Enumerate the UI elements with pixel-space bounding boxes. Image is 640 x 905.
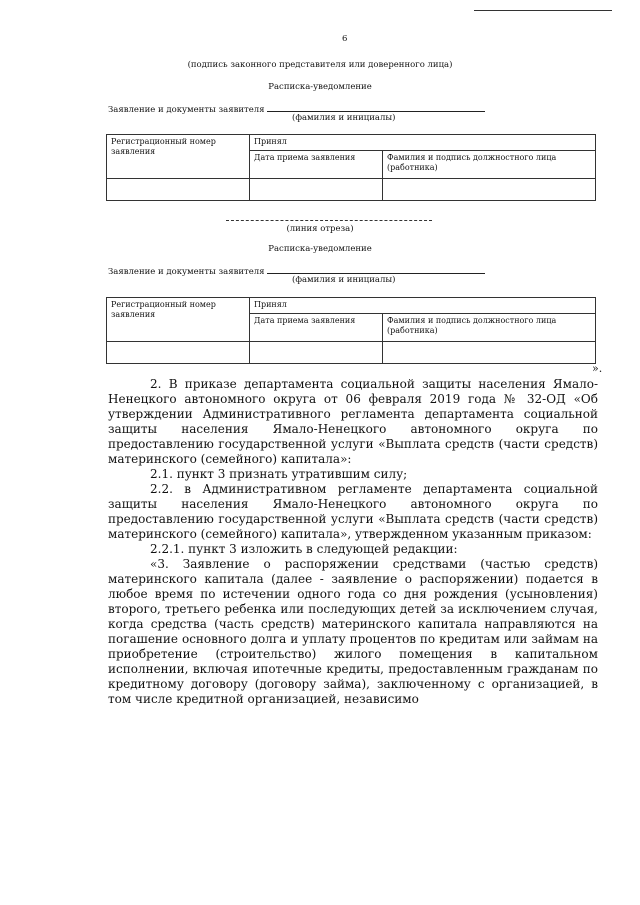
date-cell xyxy=(250,342,383,364)
paragraph-2: 2. В приказе департамента социальной защиты населения Ямало-Ненецкого автономного округа от 06 февраля 2019 года № 32-ОД «Об утверждении Административного регламента департамента социальной защиты населения Ямало-Ненецкого автономного округа по предоставлению государственной услуги «Выплата средств (части средств) материнского (семейного) капитала»: xyxy=(108,377,598,466)
accepted-header: Принял xyxy=(250,135,596,151)
top-rule xyxy=(474,10,612,11)
reg-number-header: Регистрационный номер заявления xyxy=(107,135,250,179)
name-caption: (фамилия и инициалы) xyxy=(292,275,396,285)
applicant-name-field xyxy=(267,102,485,112)
applicant-label: Заявление и документы заявителя xyxy=(108,267,265,277)
receipt-title: Расписка-уведомление xyxy=(268,82,372,92)
official-header: Фамилия и подпись должностного лица (работника) xyxy=(383,314,596,342)
official-cell xyxy=(383,179,596,201)
page-number: 6 xyxy=(342,34,348,44)
date-header: Дата приема заявления xyxy=(250,151,383,179)
paragraph-2-1: 2.1. пункт 3 признать утратившим силу; xyxy=(150,467,408,481)
paragraph-2-2: 2.2. в Административном регламенте департамента социальной защиты населения Ямало-Ненецкого автономного округа по предоставлению государственной услуги «Выплата средств (части средств) материнского (семейного) капитала», утвержденном указанным приказом: xyxy=(108,482,598,541)
date-cell xyxy=(250,179,383,201)
applicant-label: Заявление и документы заявителя xyxy=(108,105,265,115)
reg-number-cell xyxy=(107,342,250,364)
receipt-table xyxy=(106,134,596,201)
paragraph-2-2-1: 2.2.1. пункт 3 изложить в следующей редакции: xyxy=(150,542,458,556)
body-text xyxy=(108,377,598,707)
receipt-table xyxy=(106,297,596,364)
signature-caption: (подпись законного представителя или доверенного лица) xyxy=(187,60,453,70)
paragraph-3: «3. Заявление о распоряжении средствами (частью средств) материнского капитала (далее - заявление о распоряжении) подается в любое время по истечении одного года со дня рождения (усыновления) второго, третьего ребенка или последующих детей за исключением случая, когда средства (часть средств) материнского капитала направляются на погашение основного долга и уплату процентов по кредитам или займам на приобретение (строительство) жилого помещения в капитальном исполнении, включая ипотечные кредиты, предоставленным гражданам по кредитному договору (договору займа), заключенному с организацией, в том числе кредитной организацией, независимо xyxy=(108,557,598,706)
cut-line xyxy=(226,220,432,221)
official-cell xyxy=(383,342,596,364)
reg-number-cell xyxy=(107,179,250,201)
receipt-title: Расписка-уведомление xyxy=(268,244,372,254)
name-caption: (фамилия и инициалы) xyxy=(292,113,396,123)
date-header: Дата приема заявления xyxy=(250,314,383,342)
closing-mark: ». xyxy=(592,362,603,375)
cut-line-caption: (линия отреза) xyxy=(286,224,354,234)
official-header: Фамилия и подпись должностного лица (работника) xyxy=(383,151,596,179)
applicant-name-field xyxy=(267,264,485,274)
accepted-header: Принял xyxy=(250,298,596,314)
reg-number-header: Регистрационный номер заявления xyxy=(107,298,250,342)
